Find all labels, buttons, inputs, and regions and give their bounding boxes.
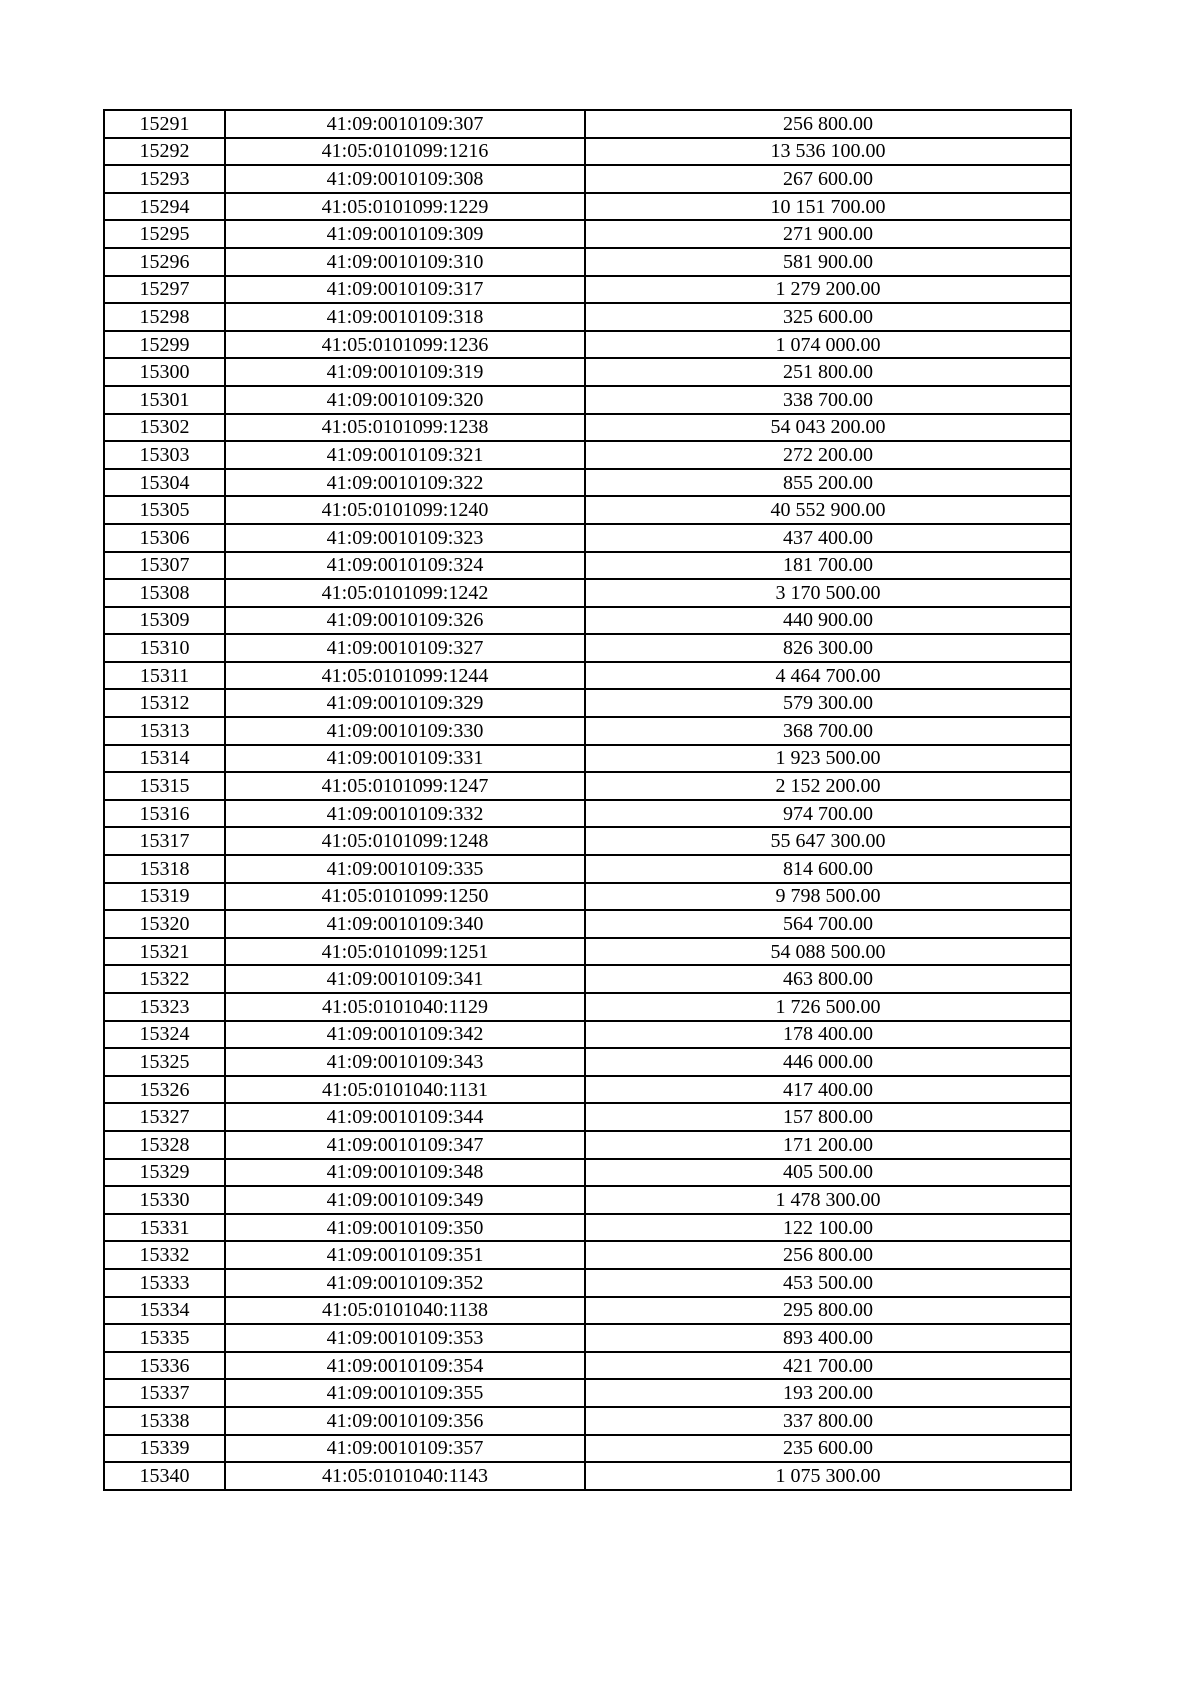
row-number-cell: 15296 bbox=[104, 248, 225, 276]
row-number-cell: 15331 bbox=[104, 1214, 225, 1242]
table-row bbox=[104, 1352, 1071, 1380]
row-number-cell: 15336 bbox=[104, 1352, 225, 1380]
cadastral-value-cell: 446 000.00 bbox=[585, 1048, 1071, 1076]
cadastral-value-cell: 54 088 500.00 bbox=[585, 938, 1071, 966]
row-number-cell: 15308 bbox=[104, 579, 225, 607]
row-number-cell: 15337 bbox=[104, 1379, 225, 1407]
row-number-cell: 15310 bbox=[104, 634, 225, 662]
table-row bbox=[104, 993, 1071, 1021]
cadastral-number-cell: 41:09:0010109:326 bbox=[225, 607, 585, 635]
table-row bbox=[104, 800, 1071, 828]
cadastral-value-cell: 4 464 700.00 bbox=[585, 662, 1071, 690]
table-row bbox=[104, 827, 1071, 855]
table-row bbox=[104, 276, 1071, 304]
row-number-cell: 15339 bbox=[104, 1435, 225, 1463]
table-row bbox=[104, 1324, 1071, 1352]
cadastral-number-cell: 41:09:0010109:319 bbox=[225, 358, 585, 386]
table-row bbox=[104, 910, 1071, 938]
table-row bbox=[104, 1407, 1071, 1435]
cadastral-number-cell: 41:09:0010109:320 bbox=[225, 386, 585, 414]
table-row bbox=[104, 165, 1071, 193]
cadastral-number-cell: 41:05:0101099:1238 bbox=[225, 414, 585, 442]
table-row bbox=[104, 1241, 1071, 1269]
cadastral-value-cell: 974 700.00 bbox=[585, 800, 1071, 828]
cadastral-value-cell: 3 170 500.00 bbox=[585, 579, 1071, 607]
table-row bbox=[104, 634, 1071, 662]
row-number-cell: 15327 bbox=[104, 1103, 225, 1131]
cadastral-value-cell: 1 726 500.00 bbox=[585, 993, 1071, 1021]
row-number-cell: 15318 bbox=[104, 855, 225, 883]
cadastral-value-cell: 893 400.00 bbox=[585, 1324, 1071, 1352]
row-number-cell: 15321 bbox=[104, 938, 225, 966]
row-number-cell: 15298 bbox=[104, 303, 225, 331]
cadastral-number-cell: 41:05:0101099:1236 bbox=[225, 331, 585, 359]
cadastral-number-cell: 41:09:0010109:349 bbox=[225, 1186, 585, 1214]
table-row bbox=[104, 138, 1071, 166]
cadastral-value-cell: 13 536 100.00 bbox=[585, 138, 1071, 166]
cadastral-number-cell: 41:09:0010109:331 bbox=[225, 745, 585, 773]
table-body bbox=[104, 110, 1071, 1490]
cadastral-value-cell: 256 800.00 bbox=[585, 110, 1071, 138]
cadastral-value-cell: 1 279 200.00 bbox=[585, 276, 1071, 304]
row-number-cell: 15315 bbox=[104, 772, 225, 800]
table-row bbox=[104, 1048, 1071, 1076]
row-number-cell: 15306 bbox=[104, 524, 225, 552]
table-row bbox=[104, 496, 1071, 524]
row-number-cell: 15302 bbox=[104, 414, 225, 442]
row-number-cell: 15300 bbox=[104, 358, 225, 386]
cadastral-value-cell: 1 478 300.00 bbox=[585, 1186, 1071, 1214]
row-number-cell: 15295 bbox=[104, 220, 225, 248]
cadastral-value-cell: 1 923 500.00 bbox=[585, 745, 1071, 773]
cadastral-value-cell: 171 200.00 bbox=[585, 1131, 1071, 1159]
cadastral-number-cell: 41:09:0010109:340 bbox=[225, 910, 585, 938]
cadastral-value-cell: 235 600.00 bbox=[585, 1435, 1071, 1463]
cadastral-number-cell: 41:09:0010109:344 bbox=[225, 1103, 585, 1131]
cadastral-number-cell: 41:05:0101040:1129 bbox=[225, 993, 585, 1021]
table-row bbox=[104, 965, 1071, 993]
cadastral-number-cell: 41:09:0010109:321 bbox=[225, 441, 585, 469]
table-row bbox=[104, 745, 1071, 773]
cadastral-value-cell: 251 800.00 bbox=[585, 358, 1071, 386]
cadastral-number-cell: 41:09:0010109:353 bbox=[225, 1324, 585, 1352]
row-number-cell: 15314 bbox=[104, 745, 225, 773]
cadastral-number-cell: 41:05:0101099:1229 bbox=[225, 193, 585, 221]
cadastral-number-cell: 41:09:0010109:307 bbox=[225, 110, 585, 138]
cadastral-number-cell: 41:09:0010109:355 bbox=[225, 1379, 585, 1407]
cadastral-number-cell: 41:09:0010109:310 bbox=[225, 248, 585, 276]
cadastral-value-cell: 826 300.00 bbox=[585, 634, 1071, 662]
table-row bbox=[104, 552, 1071, 580]
table-row bbox=[104, 1103, 1071, 1131]
row-number-cell: 15301 bbox=[104, 386, 225, 414]
cadastral-value-cell: 122 100.00 bbox=[585, 1214, 1071, 1242]
cadastral-value-cell: 337 800.00 bbox=[585, 1407, 1071, 1435]
table-row bbox=[104, 689, 1071, 717]
table-row bbox=[104, 579, 1071, 607]
table-row bbox=[104, 358, 1071, 386]
table-row bbox=[104, 1462, 1071, 1490]
cadastral-number-cell: 41:05:0101040:1143 bbox=[225, 1462, 585, 1490]
cadastral-value-cell: 178 400.00 bbox=[585, 1021, 1071, 1049]
row-number-cell: 15309 bbox=[104, 607, 225, 635]
cadastral-value-cell: 325 600.00 bbox=[585, 303, 1071, 331]
row-number-cell: 15332 bbox=[104, 1241, 225, 1269]
table-row bbox=[104, 855, 1071, 883]
cadastral-value-cell: 181 700.00 bbox=[585, 552, 1071, 580]
row-number-cell: 15333 bbox=[104, 1269, 225, 1297]
row-number-cell: 15317 bbox=[104, 827, 225, 855]
table-row bbox=[104, 386, 1071, 414]
cadastral-number-cell: 41:09:0010109:309 bbox=[225, 220, 585, 248]
cadastral-value-cell: 1 074 000.00 bbox=[585, 331, 1071, 359]
row-number-cell: 15328 bbox=[104, 1131, 225, 1159]
row-number-cell: 15313 bbox=[104, 717, 225, 745]
table-row bbox=[104, 193, 1071, 221]
row-number-cell: 15304 bbox=[104, 469, 225, 497]
table-row bbox=[104, 414, 1071, 442]
cadastral-number-cell: 41:09:0010109:324 bbox=[225, 552, 585, 580]
table-row bbox=[104, 248, 1071, 276]
cadastral-value-table bbox=[103, 109, 1072, 1491]
row-number-cell: 15334 bbox=[104, 1297, 225, 1325]
cadastral-number-cell: 41:09:0010109:308 bbox=[225, 165, 585, 193]
table-row bbox=[104, 662, 1071, 690]
table-row bbox=[104, 717, 1071, 745]
table-row bbox=[104, 1269, 1071, 1297]
cadastral-value-cell: 440 900.00 bbox=[585, 607, 1071, 635]
cadastral-number-cell: 41:09:0010109:341 bbox=[225, 965, 585, 993]
table-row bbox=[104, 607, 1071, 635]
table-row bbox=[104, 1021, 1071, 1049]
row-number-cell: 15319 bbox=[104, 883, 225, 911]
cadastral-number-cell: 41:09:0010109:352 bbox=[225, 1269, 585, 1297]
cadastral-value-cell: 2 152 200.00 bbox=[585, 772, 1071, 800]
cadastral-number-cell: 41:09:0010109:327 bbox=[225, 634, 585, 662]
cadastral-value-cell: 1 075 300.00 bbox=[585, 1462, 1071, 1490]
cadastral-number-cell: 41:05:0101099:1240 bbox=[225, 496, 585, 524]
cadastral-number-cell: 41:09:0010109:342 bbox=[225, 1021, 585, 1049]
cadastral-value-cell: 453 500.00 bbox=[585, 1269, 1071, 1297]
row-number-cell: 15299 bbox=[104, 331, 225, 359]
table-row bbox=[104, 1159, 1071, 1187]
cadastral-value-cell: 9 798 500.00 bbox=[585, 883, 1071, 911]
cadastral-number-cell: 41:09:0010109:356 bbox=[225, 1407, 585, 1435]
cadastral-number-cell: 41:05:0101099:1216 bbox=[225, 138, 585, 166]
cadastral-number-cell: 41:09:0010109:348 bbox=[225, 1159, 585, 1187]
table-row bbox=[104, 938, 1071, 966]
row-number-cell: 15311 bbox=[104, 662, 225, 690]
cadastral-number-cell: 41:09:0010109:354 bbox=[225, 1352, 585, 1380]
row-number-cell: 15335 bbox=[104, 1324, 225, 1352]
cadastral-number-cell: 41:09:0010109:322 bbox=[225, 469, 585, 497]
row-number-cell: 15307 bbox=[104, 552, 225, 580]
row-number-cell: 15303 bbox=[104, 441, 225, 469]
cadastral-number-cell: 41:09:0010109:332 bbox=[225, 800, 585, 828]
row-number-cell: 15326 bbox=[104, 1076, 225, 1104]
cadastral-number-cell: 41:05:0101099:1247 bbox=[225, 772, 585, 800]
cadastral-value-cell: 10 151 700.00 bbox=[585, 193, 1071, 221]
table-row bbox=[104, 331, 1071, 359]
table-row bbox=[104, 220, 1071, 248]
row-number-cell: 15312 bbox=[104, 689, 225, 717]
cadastral-value-cell: 193 200.00 bbox=[585, 1379, 1071, 1407]
table-row bbox=[104, 441, 1071, 469]
cadastral-value-cell: 267 600.00 bbox=[585, 165, 1071, 193]
table-row bbox=[104, 1297, 1071, 1325]
table-row bbox=[104, 524, 1071, 552]
cadastral-number-cell: 41:05:0101040:1131 bbox=[225, 1076, 585, 1104]
row-number-cell: 15297 bbox=[104, 276, 225, 304]
cadastral-number-cell: 41:09:0010109:330 bbox=[225, 717, 585, 745]
cadastral-number-cell: 41:09:0010109:317 bbox=[225, 276, 585, 304]
cadastral-value-cell: 54 043 200.00 bbox=[585, 414, 1071, 442]
table-row bbox=[104, 1435, 1071, 1463]
table-row bbox=[104, 1131, 1071, 1159]
table-row bbox=[104, 1214, 1071, 1242]
cadastral-number-cell: 41:09:0010109:357 bbox=[225, 1435, 585, 1463]
row-number-cell: 15340 bbox=[104, 1462, 225, 1490]
row-number-cell: 15320 bbox=[104, 910, 225, 938]
row-number-cell: 15322 bbox=[104, 965, 225, 993]
cadastral-value-cell: 338 700.00 bbox=[585, 386, 1071, 414]
row-number-cell: 15324 bbox=[104, 1021, 225, 1049]
cadastral-number-cell: 41:09:0010109:329 bbox=[225, 689, 585, 717]
row-number-cell: 15338 bbox=[104, 1407, 225, 1435]
cadastral-value-cell: 405 500.00 bbox=[585, 1159, 1071, 1187]
cadastral-value-cell: 463 800.00 bbox=[585, 965, 1071, 993]
cadastral-value-cell: 814 600.00 bbox=[585, 855, 1071, 883]
table-row bbox=[104, 1186, 1071, 1214]
cadastral-value-cell: 256 800.00 bbox=[585, 1241, 1071, 1269]
cadastral-value-cell: 40 552 900.00 bbox=[585, 496, 1071, 524]
cadastral-value-cell: 157 800.00 bbox=[585, 1103, 1071, 1131]
table-row bbox=[104, 1076, 1071, 1104]
cadastral-value-cell: 564 700.00 bbox=[585, 910, 1071, 938]
cadastral-number-cell: 41:05:0101099:1250 bbox=[225, 883, 585, 911]
cadastral-value-cell: 579 300.00 bbox=[585, 689, 1071, 717]
table-row bbox=[104, 772, 1071, 800]
cadastral-value-cell: 368 700.00 bbox=[585, 717, 1071, 745]
table-row bbox=[104, 110, 1071, 138]
cadastral-number-cell: 41:09:0010109:351 bbox=[225, 1241, 585, 1269]
cadastral-value-cell: 421 700.00 bbox=[585, 1352, 1071, 1380]
cadastral-number-cell: 41:05:0101099:1244 bbox=[225, 662, 585, 690]
cadastral-value-cell: 581 900.00 bbox=[585, 248, 1071, 276]
cadastral-number-cell: 41:09:0010109:347 bbox=[225, 1131, 585, 1159]
cadastral-number-cell: 41:09:0010109:343 bbox=[225, 1048, 585, 1076]
cadastral-number-cell: 41:05:0101040:1138 bbox=[225, 1297, 585, 1325]
table-row bbox=[104, 1379, 1071, 1407]
cadastral-value-cell: 271 900.00 bbox=[585, 220, 1071, 248]
row-number-cell: 15329 bbox=[104, 1159, 225, 1187]
table-row bbox=[104, 303, 1071, 331]
row-number-cell: 15325 bbox=[104, 1048, 225, 1076]
row-number-cell: 15294 bbox=[104, 193, 225, 221]
row-number-cell: 15291 bbox=[104, 110, 225, 138]
row-number-cell: 15293 bbox=[104, 165, 225, 193]
cadastral-number-cell: 41:05:0101099:1251 bbox=[225, 938, 585, 966]
cadastral-number-cell: 41:09:0010109:318 bbox=[225, 303, 585, 331]
row-number-cell: 15292 bbox=[104, 138, 225, 166]
row-number-cell: 15305 bbox=[104, 496, 225, 524]
cadastral-value-cell: 55 647 300.00 bbox=[585, 827, 1071, 855]
cadastral-number-cell: 41:09:0010109:350 bbox=[225, 1214, 585, 1242]
row-number-cell: 15323 bbox=[104, 993, 225, 1021]
cadastral-value-cell: 417 400.00 bbox=[585, 1076, 1071, 1104]
cadastral-number-cell: 41:09:0010109:335 bbox=[225, 855, 585, 883]
row-number-cell: 15330 bbox=[104, 1186, 225, 1214]
cadastral-number-cell: 41:05:0101099:1242 bbox=[225, 579, 585, 607]
table-row bbox=[104, 469, 1071, 497]
table-row bbox=[104, 883, 1071, 911]
cadastral-value-cell: 855 200.00 bbox=[585, 469, 1071, 497]
cadastral-number-cell: 41:09:0010109:323 bbox=[225, 524, 585, 552]
cadastral-value-cell: 437 400.00 bbox=[585, 524, 1071, 552]
cadastral-value-cell: 295 800.00 bbox=[585, 1297, 1071, 1325]
cadastral-value-cell: 272 200.00 bbox=[585, 441, 1071, 469]
cadastral-number-cell: 41:05:0101099:1248 bbox=[225, 827, 585, 855]
row-number-cell: 15316 bbox=[104, 800, 225, 828]
